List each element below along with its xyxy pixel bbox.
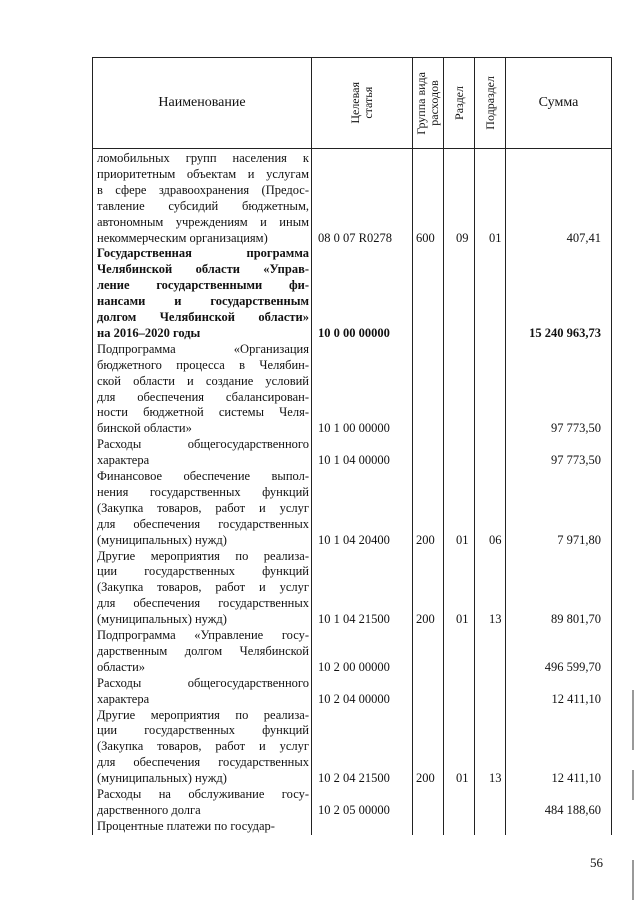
row-name-line: бинской области» [97,421,192,436]
row-name-line: ление государственными фи- [97,278,309,293]
row-name-line: ности бюджетной системы Челя- [97,405,309,420]
row-expense-group: 200 [416,612,435,627]
row-name-line: ции государственных функций [97,564,309,579]
row-sum: 12 411,10 [551,691,601,706]
row-sum: 12 411,10 [551,771,601,786]
row-sum: 15 240 963,73 [529,325,601,340]
row-target-code: 10 2 04 21500 [318,771,390,786]
header-target: Целевая статья [348,82,375,124]
header-group-cell [413,58,443,148]
row-name-line: тавление субсидий бюджетным, [97,198,309,213]
header-target-cell [312,58,412,148]
row-expense-group: 200 [416,771,435,786]
row-target-code: 08 0 07 R0278 [318,230,392,245]
row-subsection: 01 [489,230,502,245]
row-name-line: дарственным долгом Челябинской [97,643,309,658]
row-sum: 97 773,50 [551,421,601,436]
row-name-line: долгом Челябинской области» [97,310,309,324]
row-name-line: (муниципальных) нужд) [97,612,227,627]
header-section: Раздел [451,86,466,120]
row-name-line: Расходы общегосударственного [97,437,309,452]
header-group: Группа вида расходов [414,71,441,135]
row-target-code: 10 2 00 00000 [318,659,390,674]
row-name-line: Челябинской области «Управ- [97,262,309,277]
row-section: 01 [456,771,469,786]
row-name-line: (муниципальных) нужд) [97,771,227,786]
row-subsection: 13 [489,771,502,786]
row-name-line: Государственная программа [97,246,309,261]
row-name-line: (Закупка товаров, работ и услуг [97,739,309,754]
page-number: 56 [590,855,603,870]
header-subsection: Подраздел [482,76,497,130]
row-name-line: Расходы общегосударственного [97,675,309,690]
row-sum: 484 188,60 [544,802,601,817]
row-target-code: 10 2 04 00000 [318,691,390,706]
row-name-line: бюджетного процесса в Челябин- [97,357,309,372]
row-section: 09 [456,230,469,245]
row-name-line: Финансовое обеспечение выпол- [97,469,309,483]
row-name-line: характера [97,691,150,706]
row-name-line: приоритетным объектам и услугам [97,166,309,181]
row-name-line: Расходы на обслуживание госу- [97,787,309,801]
col-divider [443,58,444,835]
col-divider [505,58,506,835]
header-sum: Сумма [538,95,579,110]
row-name-line: дарственного долга [97,802,201,817]
scan-edge-mark [632,770,634,800]
row-name-line: автономным учреждениям и иным [97,214,309,229]
row-target-code: 10 1 04 20400 [318,532,390,547]
row-name-line: ской области и создание условий [97,373,309,388]
row-target-code: 10 2 05 00000 [318,802,390,817]
budget-table [92,57,612,835]
row-name-line: для обеспечения государственных [97,596,309,611]
row-target-code: 10 0 00 00000 [318,325,390,340]
row-name-line: ломобильных групп населения к [97,151,309,165]
row-expense-group: 600 [416,230,435,245]
col-divider [412,58,413,835]
row-section: 01 [456,612,469,627]
row-name-line: Подпрограмма «Организация [97,341,309,356]
row-subsection: 13 [489,612,502,627]
row-expense-group: 200 [416,532,435,547]
row-name-line: нансами и государственным [97,294,309,309]
scan-edge-mark [632,690,634,750]
row-name-line: некоммерческим организациям) [97,230,268,245]
row-name-line: области» [97,659,146,674]
row-name-line: Другие мероприятия по реализа- [97,707,309,722]
row-name-line: для обеспечения государственных [97,516,309,531]
row-name-line: (Закупка товаров, работ и услуг [97,500,309,515]
row-name-line: Другие мероприятия по реализа- [97,548,309,563]
row-name-line: характера [97,453,150,468]
row-target-code: 10 1 04 00000 [318,453,390,468]
scan-edge-mark [632,860,634,900]
row-name-line: Подпрограмма «Управление госу- [97,628,309,642]
row-target-code: 10 1 04 21500 [318,612,390,627]
header-section-cell [444,58,474,148]
row-target-code: 10 1 00 00000 [318,421,390,436]
header-divider [93,148,611,149]
row-section: 01 [456,532,469,547]
row-name-line: (Закупка товаров, работ и услуг [97,580,309,595]
row-sum: 7 971,80 [557,532,601,547]
row-name-line: нения государственных функций [97,484,309,499]
row-name-line: на 2016–2020 годы [97,325,201,340]
col-divider [474,58,475,835]
row-sum: 89 801,70 [551,612,601,627]
row-sum: 407,41 [566,230,601,245]
row-name-line: для обеспечения сбалансирован- [97,389,309,404]
row-name-line: (муниципальных) нужд) [97,532,227,547]
row-name-line: ции государственных функций [97,723,309,738]
col-divider [311,58,312,835]
row-name-line: в сфере здравоохранения (Предос- [97,182,309,197]
row-name-line: Процентные платежи по государ- [97,818,275,833]
header-name: Наименование [158,95,246,110]
row-sum: 97 773,50 [551,453,601,468]
header-subsection-cell [475,58,505,148]
row-sum: 496 599,70 [544,659,601,674]
row-name-line: для обеспечения государственных [97,755,309,770]
row-subsection: 06 [489,532,502,547]
